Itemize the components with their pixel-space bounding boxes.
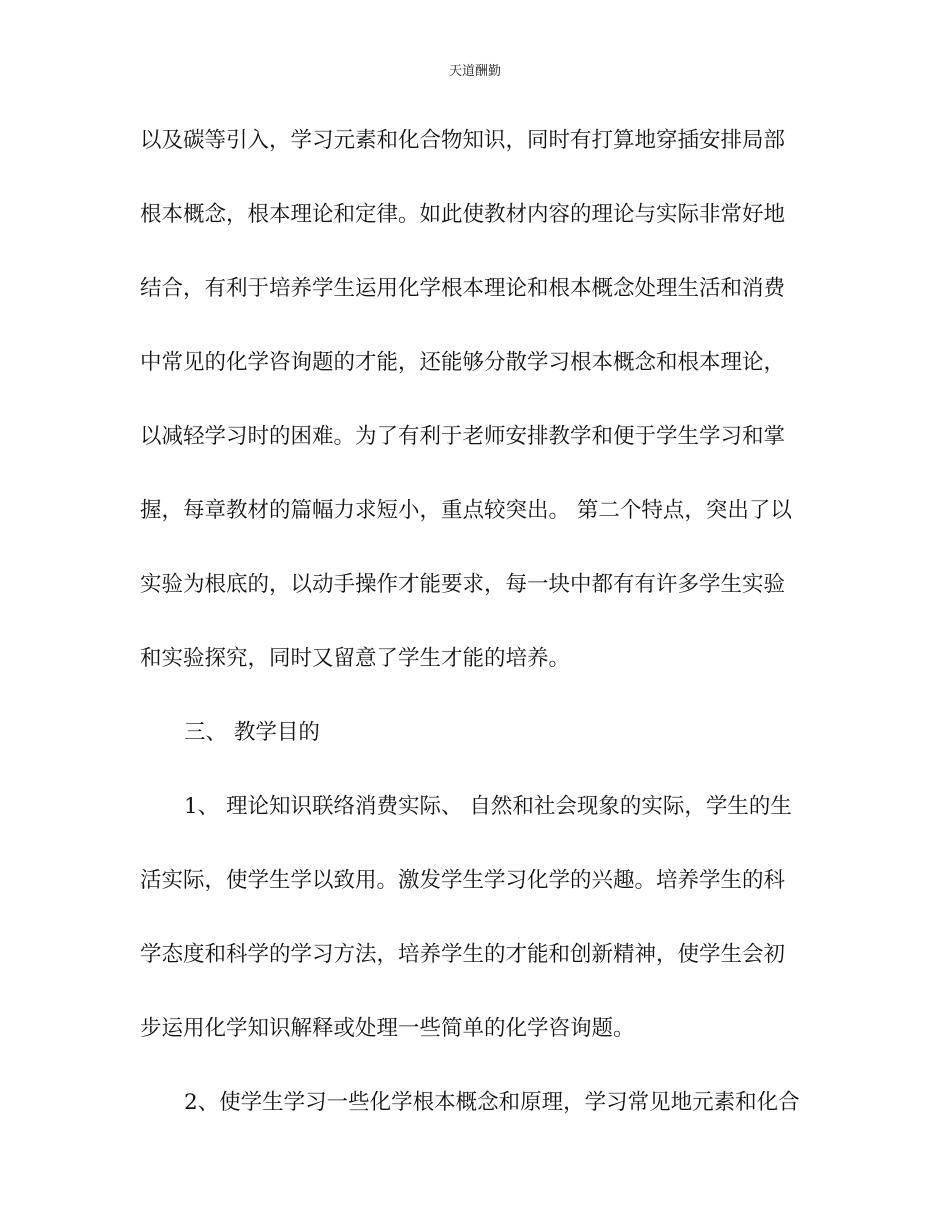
text-line: 活实际，使学生学以致用。激发学生学习化学的兴趣。培养学生的科 — [140, 868, 786, 893]
text-line: 和实验探究，同时又留意了学生才能的培养。 — [140, 646, 571, 671]
text-line: 1、 理论知识联络消费实际、 自然和社会现象的实际，学生的生 — [184, 794, 792, 819]
text-line: 根本概念，根本理论和定律。如此使教材内容的理论与实际非常好地 — [140, 202, 786, 227]
text-line: 结合，有利于培养学生运用化学根本理论和根本概念处理生活和消费 — [140, 276, 786, 301]
text-line: 实验为根底的，以动手操作才能要求，每一块中都有有许多学生实验 — [140, 572, 786, 597]
text-line: 以减轻学习时的困难。为了有利于老师安排教学和便于学生学习和掌 — [140, 424, 786, 449]
text-line: 步运用化学知识解释或处理一些简单的化学咨询题。 — [140, 1016, 635, 1041]
page-header: 天道酬勤 — [448, 64, 501, 79]
text-line: 以及碳等引入，学习元素和化合物知识，同时有打算地穿插安排局部 — [140, 128, 786, 153]
text-line: 学态度和科学的学习方法，培养学生的才能和创新精神，使学生会初 — [140, 942, 786, 967]
text-line: 中常见的化学咨询题的才能，还能够分散学习根本概念和根本理论， — [140, 350, 786, 375]
body-text — [140, 116, 820, 1152]
text-line: 三、 教学目的 — [184, 720, 320, 745]
text-line: 2、使学生学习一些化学根本概念和原理，学习常见地元素和化合 — [184, 1090, 800, 1115]
text-line: 握，每章教材的篇幅力求短小，重点较突出。 第二个特点，突出了以 — [140, 498, 792, 523]
